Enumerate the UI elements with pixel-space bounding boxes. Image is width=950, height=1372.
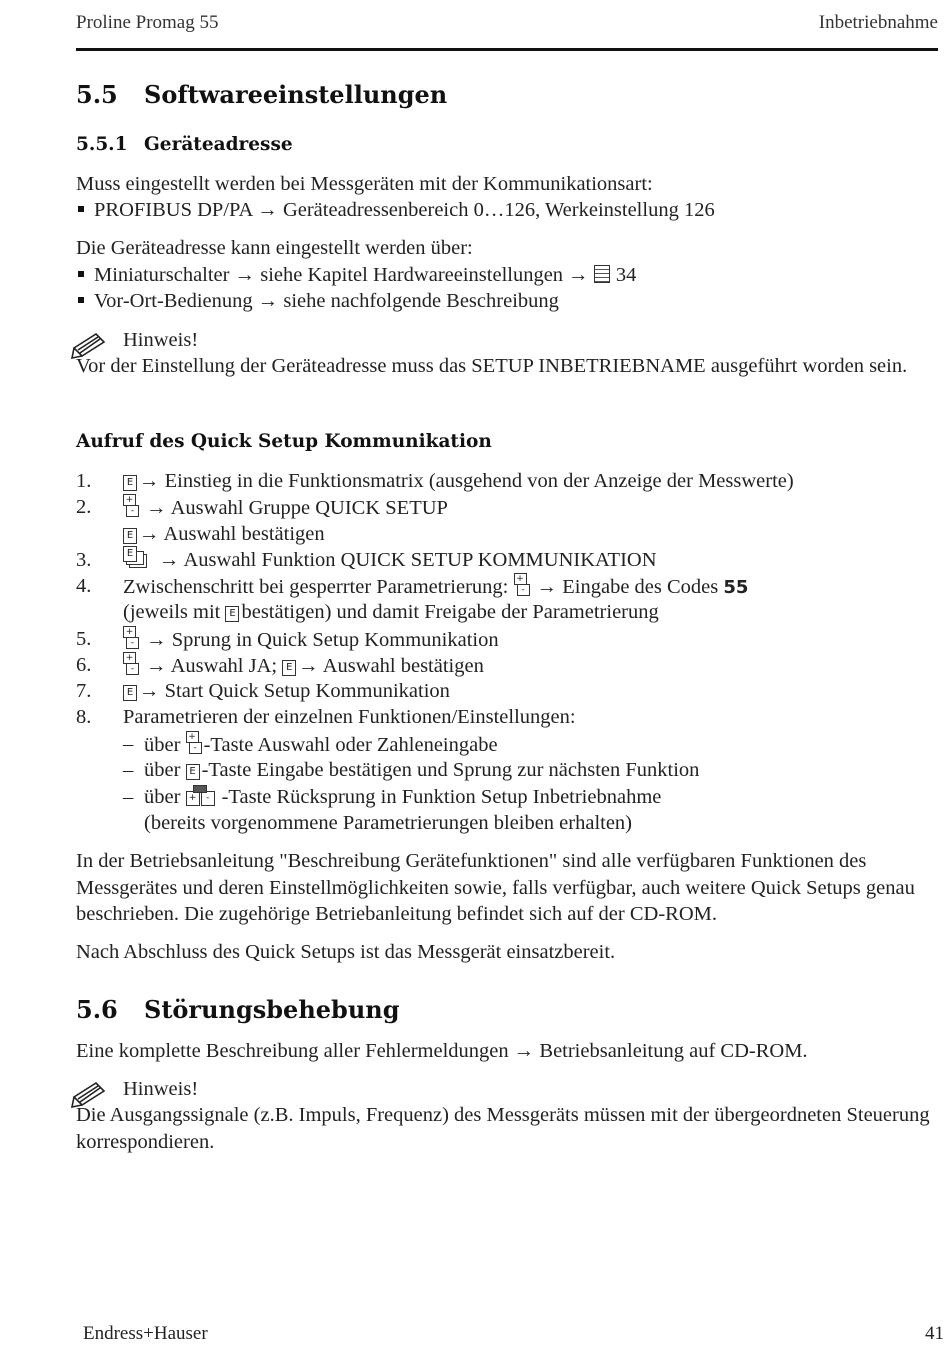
running-header-chapter: Inbetriebnahme [818, 12, 938, 33]
enter-key-icon: E [123, 528, 137, 544]
step-5: + - → Sprung in Quick Setup Kommunikation [123, 626, 499, 653]
subsection-heading-5-5-1 [76, 134, 293, 155]
note-text: Die Ausgangssignale (z.B. Impuls, Frequenz) des Messgeräts müssen mit der übergeordneten Steuerung korrespondieren. [76, 1104, 930, 1153]
step-number: 3. [76, 549, 92, 571]
section-heading-5-6 [76, 995, 400, 1024]
step-4: Zwischenschritt bei gesperrter Parametrierung: + - → Eingabe des Codes 55 [123, 574, 749, 598]
plus-minus-key-icon: + - [186, 731, 200, 755]
bullet-local-operation: Vor-Ort-Bedienung → siehe nachfolgende Beschreibung [76, 288, 559, 314]
dash-marker: – [123, 759, 134, 781]
note-label: Hinweis! [123, 329, 199, 351]
sub-step-escape-continued: (bereits vorgenommene Parametrierungen bleiben erhalten) [144, 812, 633, 834]
step-4-continued: (jeweils mit E bestätigen) und damit Freigabe der Parametrierung [123, 601, 659, 623]
enter-key-icon: E [123, 685, 137, 701]
bullet-miniature-switch: Miniaturschalter → siehe Kapitel Hardwareeinstellungen → 34 [76, 262, 636, 288]
plus-minus-key-icon: + - [123, 652, 137, 676]
quick-setup-heading: Aufruf des Quick Setup Kommunikation [76, 431, 492, 452]
section-title: Störungsbehebung [144, 995, 400, 1024]
page-number: 41 [925, 1323, 944, 1344]
enter-key-icon: E [186, 764, 200, 780]
step-number: 6. [76, 654, 92, 676]
step-number: 5. [76, 628, 92, 650]
step-7: E → Start Quick Setup Kommunikation [123, 678, 450, 704]
footer-brand: Endress+Hauser [83, 1323, 208, 1344]
plus-minus-key-icon: + - [514, 573, 528, 597]
step-number: 1. [76, 470, 92, 492]
page-reference-number: 34 [615, 264, 637, 286]
bullet-profibus: PROFIBUS DP/PA → Geräteadressenbereich 0…126, Werkeinstellung 126 [76, 197, 715, 223]
note-label: Hinweis! [123, 1078, 199, 1100]
step-6: + - → Auswahl JA; E → Auswahl bestätigen [123, 652, 484, 679]
sub-step-escape: über + - -Taste Rücksprung in Funktion Setup Inbetriebnahme [144, 786, 662, 808]
plus-minus-key-icon: + - [123, 626, 137, 650]
step-2-confirm: E → Auswahl bestätigen [123, 521, 325, 547]
bullet-marker [78, 271, 84, 277]
header-rule [76, 48, 938, 51]
dash-marker: – [123, 733, 134, 755]
bullet-marker [78, 297, 84, 303]
page-reference-icon [594, 265, 610, 283]
section-number: 5.5 [76, 80, 118, 109]
plus-minus-key-icon: + - [123, 494, 137, 518]
paragraph-operating-instructions: In der Betriebsanleitung "Beschreibung Gerätefunktionen" sind alle verfügbaren Funktionen des Messgerätes und deren Einstellmöglichkeiten sowie, falls verfügbar, auch weitere Quick Setups genau beschrieben. Die zugehörige Betriebanleitung befindet sich auf der CD-ROM. [76, 850, 915, 925]
section-title: Softwareeinstellungen [144, 80, 448, 109]
subsection-number: 5.5.1 [76, 134, 128, 155]
section-number: 5.6 [76, 995, 118, 1024]
step-1: E → Einstieg in die Funktionsmatrix (ausgehend von der Anzeige der Messwerte) [123, 468, 794, 494]
paragraph-ready: Nach Abschluss des Quick Setups ist das Messgerät einsatzbereit. [76, 941, 616, 963]
paragraph-address-methods: Die Geräteadresse kann eingestellt werden über: [76, 237, 473, 259]
bullet-marker [78, 206, 84, 212]
step-number: 2. [76, 496, 92, 518]
enter-key-icon: E [123, 475, 137, 491]
step-number: 4. [76, 575, 92, 597]
section-heading-5-5 [76, 80, 447, 109]
enter-key-multi-icon: E [123, 548, 149, 568]
step-number: 7. [76, 680, 92, 702]
subsection-title: Geräteadresse [144, 134, 293, 155]
sub-step-enter: über E -Taste Eingabe bestätigen und Sprung zur nächsten Funktion [144, 759, 700, 781]
dash-marker: – [123, 786, 134, 808]
paragraph-error-messages: Eine komplette Beschreibung aller Fehlermeldungen → Betriebsanleitung auf CD-ROM. [76, 1040, 808, 1062]
step-2: + - → Auswahl Gruppe QUICK SETUP [123, 494, 448, 521]
paragraph-intro: Muss eingestellt werden bei Messgeräten mit der Kommunikationsart: [76, 173, 653, 195]
enter-key-icon: E [282, 660, 296, 676]
step-3: E → Auswahl Funktion QUICK SETUP KOMMUNIKATION [123, 547, 657, 573]
step-number: 8. [76, 706, 92, 728]
note-text: Vor der Einstellung der Geräteadresse muss das SETUP INBETRIEBNAME ausgeführt worden sein. [76, 355, 908, 377]
running-header-product: Proline Promag 55 [76, 12, 219, 33]
sub-step-plus-minus: über + - -Taste Auswahl oder Zahleneingabe [144, 732, 498, 756]
escape-key-combo-icon: + - [186, 785, 216, 807]
step-8: Parametrieren der einzelnen Funktionen/Einstellungen: [123, 706, 576, 728]
enter-key-icon: E [225, 606, 239, 622]
